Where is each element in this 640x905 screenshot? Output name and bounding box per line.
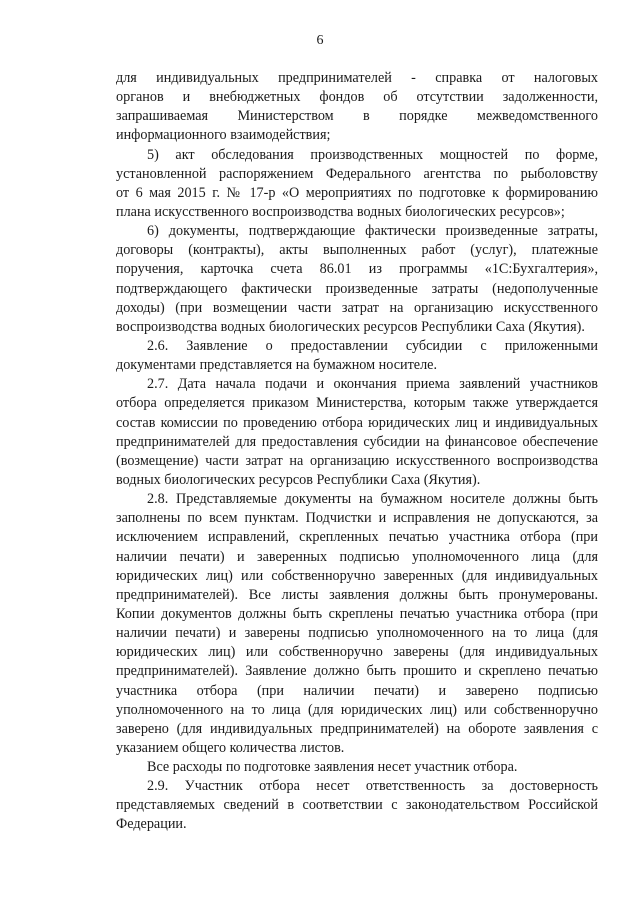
text-line: запрашиваемая Министерством в порядке межведомственного — [116, 108, 598, 125]
text-line: Копии документов должны быть скреплены печатью участника отбора (при — [116, 605, 598, 622]
text-line: уполномоченного на то лица (для юридических лиц) или собственноручно — [116, 701, 598, 718]
text-line: Федерации. — [116, 816, 187, 833]
text-line: 2.7. Дата начала подачи и окончания приема заявлений участников — [147, 376, 598, 393]
text-line: подтверждающего фактически произведенные затраты (недополученные — [116, 280, 598, 297]
text-line: предпринимателей). Заявление должно быть прошито и скреплено печатью — [116, 663, 598, 680]
text-line: от 6 мая 2015 г. № 17-р «О мероприятиях по подготовке к формированию — [116, 184, 598, 201]
text-line: юридических лиц) или собственноручно заверенных (для индивидуальных — [116, 567, 598, 584]
text-line: (возмещение) части затрат на организацию искусственного воспроизводства — [116, 452, 598, 469]
text-line: 5) акт обследования производственных мощностей по форме, — [147, 146, 598, 163]
text-line: Все расходы по подготовке заявления несет участник отбора. — [147, 759, 518, 776]
text-line: участника отбора (при наличии печати) и заверено подписью — [116, 682, 598, 699]
text-line: наличии печати) и заверены подписью уполномоченного на то лица (для — [116, 625, 598, 642]
text-line: воспроизводства водных биологических ресурсов Республики Саха (Якутия). — [116, 318, 585, 335]
document-body — [116, 69, 598, 835]
text-line: информационного взаимодействия; — [116, 127, 331, 144]
text-line: представляемых сведений в соответствии с законодательством Российской — [116, 797, 598, 814]
text-line: установленной распоряжением Федерального агентства по рыболовству — [116, 165, 598, 182]
text-line: поручения, карточка счета 86.01 из программы «1С:Бухгалтерия», — [116, 261, 598, 278]
text-line: указанием общего количества листов. — [116, 739, 345, 756]
text-line: 6) документы, подтверждающие фактически произведенные затраты, — [147, 223, 598, 240]
text-line: плана искусственного воспроизводства водных биологических ресурсов»; — [116, 203, 565, 220]
text-line: исключением исправлений, скрепленных печатью участника отбора (при — [116, 529, 598, 546]
text-line: договоры (контракты), акты выполненных работ (услуг), платежные — [116, 242, 598, 259]
text-line: для индивидуальных предпринимателей - справка от налоговых — [116, 70, 598, 86]
text-line: наличии печати) и заверенных подписью уполномоченного лица (для — [116, 548, 598, 565]
text-line: состав комиссии по проведению отбора юридических лиц и индивидуальных — [116, 414, 598, 431]
text-line: заверено (для индивидуальных предпринимателей) на обороте заявления с — [116, 720, 598, 737]
text-line: органов и внебюджетных фондов об отсутствии задолженности, — [116, 89, 598, 106]
text-line: 2.8. Представляемые документы на бумажном носителе должны быть — [147, 491, 598, 508]
text-line: 2.6. Заявление о предоставлении субсидии с приложенными — [147, 337, 598, 354]
text-line: водных биологических ресурсов Республики Саха (Якутия). — [116, 471, 481, 488]
text-line: документами представляется на бумажном носителе. — [116, 357, 437, 374]
text-line: 2.9. Участник отбора несет ответственность за достоверность — [147, 778, 598, 795]
text-line: юридических лиц) или собственноручно заверены (для индивидуальных — [116, 644, 598, 661]
text-line: доходы) (при возмещении части затрат на организацию искусственного — [116, 299, 598, 316]
text-line: заполнены по всем пунктам. Подчистки и исправления не допускаются, за — [116, 510, 598, 527]
text-line: предпринимателей). Все листы заявления должны быть пронумерованы. — [116, 586, 598, 603]
page-number: 6 — [316, 33, 324, 48]
text-line: отбора определяется приказом Министерства, которым также утверждается — [116, 395, 598, 412]
text-line: предпринимателей для предоставления субсидии на финансовое обеспечение — [116, 433, 598, 450]
